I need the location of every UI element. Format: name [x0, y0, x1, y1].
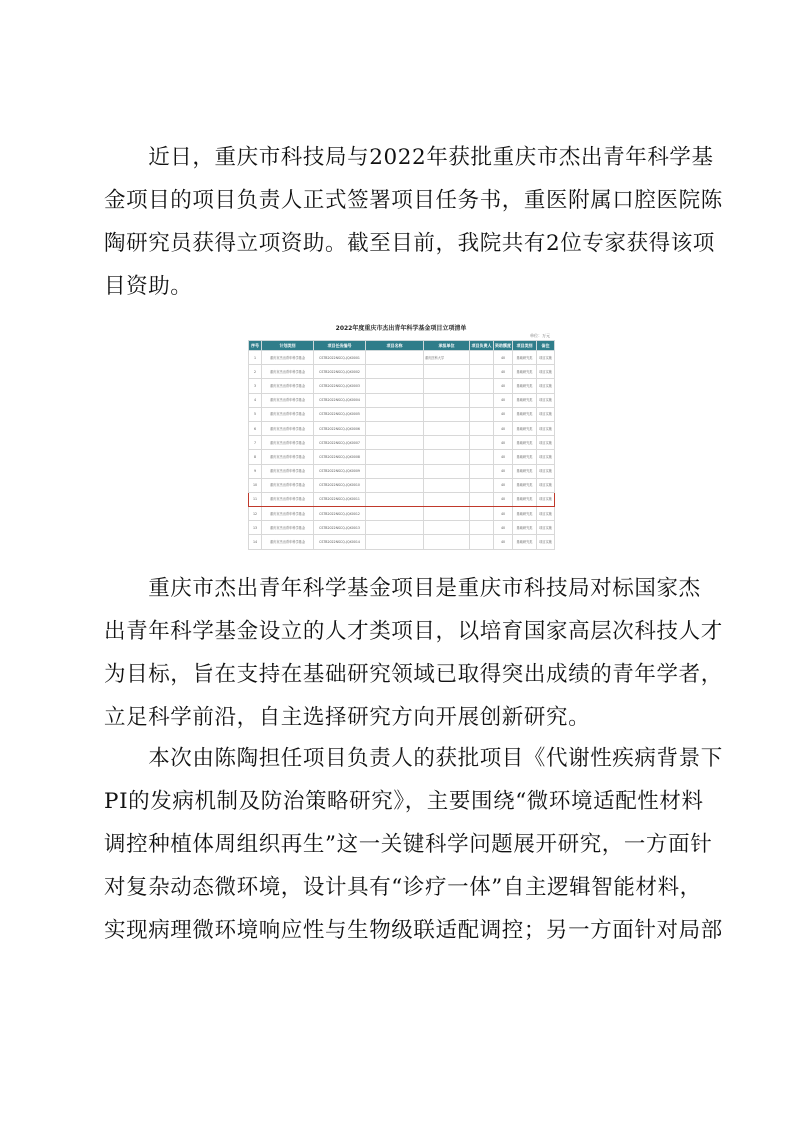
table-cell: 40 — [494, 436, 513, 450]
table-cell: 基础研究类 — [513, 507, 537, 521]
table-cell — [366, 450, 424, 464]
table-cell — [424, 393, 470, 407]
text-line: 金项目的项目负责人正式签署项目任务书，重医附属口腔医院陈 — [104, 188, 723, 213]
table-cell — [366, 478, 424, 492]
table-cell — [366, 351, 424, 365]
table-cell — [470, 365, 494, 379]
table-cell: 重庆市杰出青年科学基金 — [262, 436, 314, 450]
text-line: 为目标，旨在支持在基础研究领域已取得突出成绩的青年学者， — [104, 662, 723, 687]
table-cell — [424, 464, 470, 478]
table-cell: 4 — [249, 393, 262, 407]
table-cell — [424, 521, 470, 535]
table-cell — [424, 478, 470, 492]
table-cell: 基础研究类 — [513, 521, 537, 535]
table-cell: 基础研究类 — [513, 464, 537, 478]
table-cell: 40 — [494, 407, 513, 421]
table-row — [249, 351, 555, 365]
table-header-cell: 资助额度 — [494, 341, 513, 351]
table-cell: 40 — [494, 365, 513, 379]
table-header-row — [249, 341, 555, 351]
table-cell: 重庆市杰出青年科学基金 — [262, 478, 314, 492]
table-cell: 40 — [494, 535, 513, 549]
table-cell: 项目实施 — [537, 421, 555, 435]
table-row — [249, 507, 555, 521]
table-cell — [366, 407, 424, 421]
table-cell — [470, 351, 494, 365]
table-row — [249, 407, 555, 421]
table-cell: 基础研究类 — [513, 535, 537, 549]
table-cell: 重庆市杰出青年科学基金 — [262, 521, 314, 535]
table-cell: 重庆市杰出青年科学基金 — [262, 535, 314, 549]
table-cell: 基础研究类 — [513, 351, 537, 365]
table-cell: 11 — [249, 492, 262, 506]
table-cell — [424, 535, 470, 549]
table-cell: 重庆市杰出青年科学基金 — [262, 450, 314, 464]
table-header-cell: 计划类别 — [262, 341, 314, 351]
table-cell: 项目实施 — [537, 351, 555, 365]
table-cell: 项目实施 — [537, 436, 555, 450]
text-line: 本次由陈陶担任项目负责人的获批项目《代谢性疾病背景下 — [104, 746, 723, 771]
table-cell: CSTB2022NSCQ-JQX0012 — [314, 507, 366, 521]
table-cell: 项目实施 — [537, 407, 555, 421]
table-cell: 基础研究类 — [513, 407, 537, 421]
table-cell: 基础研究类 — [513, 365, 537, 379]
table-cell — [424, 421, 470, 435]
table-cell — [470, 436, 494, 450]
table-header-cell: 项目任务编号 — [314, 341, 366, 351]
table-row — [249, 521, 555, 535]
table-cell: 7 — [249, 436, 262, 450]
table-row — [249, 464, 555, 478]
table-cell — [470, 535, 494, 549]
project-table — [248, 340, 555, 550]
table-cell — [366, 421, 424, 435]
table-cell: 2 — [249, 365, 262, 379]
table-cell: 40 — [494, 521, 513, 535]
table-cell — [366, 521, 424, 535]
table-cell — [470, 521, 494, 535]
table-title: 2022年度重庆市杰出青年科学基金项目立项清单 — [335, 325, 467, 332]
table-header-cell: 项目类别 — [513, 341, 537, 351]
table-cell: 12 — [249, 507, 262, 521]
table-cell — [424, 492, 470, 506]
table-cell — [470, 421, 494, 435]
table-cell: 基础研究类 — [513, 393, 537, 407]
text-line: 重庆市杰出青年科学基金项目是重庆市科技局对标国家杰 — [104, 576, 701, 601]
table-cell: 5 — [249, 407, 262, 421]
table-cell: CSTB2022NSCQ-JQX0002 — [314, 365, 366, 379]
table-cell: 1 — [249, 351, 262, 365]
table-cell: CSTB2022NSCQ-JQX0013 — [314, 521, 366, 535]
table-cell — [424, 407, 470, 421]
table-cell — [470, 464, 494, 478]
table-cell — [424, 365, 470, 379]
table-cell: 8 — [249, 450, 262, 464]
table-cell — [470, 478, 494, 492]
table-cell — [366, 379, 424, 393]
project-list-table-image — [248, 320, 554, 550]
table-cell: CSTB2022NSCQ-JQX0006 — [314, 421, 366, 435]
table-cell: 14 — [249, 535, 262, 549]
table-cell: 6 — [249, 421, 262, 435]
table-header-cell: 承担单位 — [424, 341, 470, 351]
table-cell: 项目实施 — [537, 450, 555, 464]
table-cell: 基础研究类 — [513, 450, 537, 464]
table-cell: 重庆市杰出青年科学基金 — [262, 464, 314, 478]
text-line: 立足科学前沿，自主选择研究方向开展创新研究。 — [104, 705, 591, 730]
table-cell: 重庆市杰出青年科学基金 — [262, 351, 314, 365]
table-cell: 13 — [249, 521, 262, 535]
table-cell: 9 — [249, 464, 262, 478]
table-cell — [366, 507, 424, 521]
table-unit: 单位：万元 — [530, 333, 550, 338]
table-cell: 重庆市杰出青年科学基金 — [262, 379, 314, 393]
table-cell: CSTB2022NSCQ-JQX0011 — [314, 492, 366, 506]
table-cell: CSTB2022NSCQ-JQX0001 — [314, 351, 366, 365]
table-cell: 3 — [249, 379, 262, 393]
table-cell: 项目实施 — [537, 535, 555, 549]
table-cell: 项目实施 — [537, 478, 555, 492]
table-cell — [366, 492, 424, 506]
table-cell: 基础研究类 — [513, 492, 537, 506]
table-cell: 项目实施 — [537, 379, 555, 393]
table-cell: 基础研究类 — [513, 379, 537, 393]
table-cell: 重庆医科大学 — [424, 351, 470, 365]
table-cell — [366, 535, 424, 549]
table-cell: 40 — [494, 492, 513, 506]
table-cell: 40 — [494, 379, 513, 393]
table-cell — [366, 393, 424, 407]
table-row — [249, 421, 555, 435]
table-cell: CSTB2022NSCQ-JQX0005 — [314, 407, 366, 421]
table-cell: 重庆市杰出青年科学基金 — [262, 421, 314, 435]
table-cell — [470, 507, 494, 521]
text-line: 陶研究员获得立项资助。截至目前，我院共有2位专家获得该项 — [104, 231, 715, 256]
table-cell — [366, 464, 424, 478]
table-header-cell: 序号 — [249, 341, 262, 351]
table-cell: 重庆市杰出青年科学基金 — [262, 365, 314, 379]
table-cell: CSTB2022NSCQ-JQX0008 — [314, 450, 366, 464]
table-header-cell: 备注 — [537, 341, 555, 351]
table-cell: 重庆市杰出青年科学基金 — [262, 393, 314, 407]
table-cell — [424, 379, 470, 393]
table-cell: CSTB2022NSCQ-JQX0014 — [314, 535, 366, 549]
table-cell — [470, 407, 494, 421]
table-cell — [470, 379, 494, 393]
table-header-cell: 项目负责人 — [470, 341, 494, 351]
table-row — [249, 365, 555, 379]
table-cell: 项目实施 — [537, 492, 555, 506]
table-cell: 40 — [494, 351, 513, 365]
table-cell — [424, 507, 470, 521]
text-line: 调控种植体周组织再生”这一关键科学问题展开研究，一方面针 — [104, 832, 713, 857]
table-cell: 40 — [494, 478, 513, 492]
table-cell: 40 — [494, 507, 513, 521]
table-row — [249, 393, 555, 407]
table-cell: 重庆市杰出青年科学基金 — [262, 492, 314, 506]
table-cell — [470, 450, 494, 464]
table-cell: 40 — [494, 464, 513, 478]
table-cell: 10 — [249, 478, 262, 492]
table-cell: 项目实施 — [537, 393, 555, 407]
table-cell — [470, 393, 494, 407]
table-cell: 基础研究类 — [513, 421, 537, 435]
table-row — [249, 535, 555, 549]
table-cell: 40 — [494, 450, 513, 464]
table-cell: 重庆市杰出青年科学基金 — [262, 507, 314, 521]
text-line: 目资助。 — [104, 274, 193, 299]
table-cell: CSTB2022NSCQ-JQX0003 — [314, 379, 366, 393]
table-cell: CSTB2022NSCQ-JQX0010 — [314, 478, 366, 492]
text-line: 近日，重庆市科技局与2022年获批重庆市杰出青年科学基 — [104, 145, 714, 170]
table-cell: 项目实施 — [537, 521, 555, 535]
table-cell — [470, 492, 494, 506]
table-cell: 重庆市杰出青年科学基金 — [262, 407, 314, 421]
paragraph-fund-description — [104, 567, 723, 739]
table-row — [249, 436, 555, 450]
table-cell: 项目实施 — [537, 365, 555, 379]
table-cell — [424, 450, 470, 464]
table-cell — [424, 436, 470, 450]
table-row — [249, 492, 555, 506]
table-cell: CSTB2022NSCQ-JQX0007 — [314, 436, 366, 450]
table-cell: 40 — [494, 393, 513, 407]
table-row — [249, 450, 555, 464]
table-cell: CSTB2022NSCQ-JQX0004 — [314, 393, 366, 407]
table-cell: 项目实施 — [537, 507, 555, 521]
table-cell — [366, 365, 424, 379]
table-row — [249, 478, 555, 492]
text-line: 实现病理微环境响应性与生物级联适配调控；另一方面针对局部 — [104, 918, 723, 943]
table-cell: 基础研究类 — [513, 436, 537, 450]
table-cell: CSTB2022NSCQ-JQX0009 — [314, 464, 366, 478]
text-line: PI的发病机制及防治策略研究》，主要围绕“微环境适配性材料 — [104, 789, 704, 814]
table-row — [249, 379, 555, 393]
table-cell: 基础研究类 — [513, 478, 537, 492]
text-line: 对复杂动态微环境，设计具有“诊疗一体”自主逻辑智能材料， — [104, 875, 702, 900]
table-cell: 项目实施 — [537, 464, 555, 478]
table-cell: 40 — [494, 421, 513, 435]
paragraph-project-detail — [104, 737, 723, 952]
text-line: 出青年科学基金设立的人才类项目，以培育国家高层次科技人才 — [104, 619, 723, 644]
table-header-cell: 项目名称 — [366, 341, 424, 351]
table-cell — [366, 436, 424, 450]
paragraph-intro — [104, 136, 723, 308]
